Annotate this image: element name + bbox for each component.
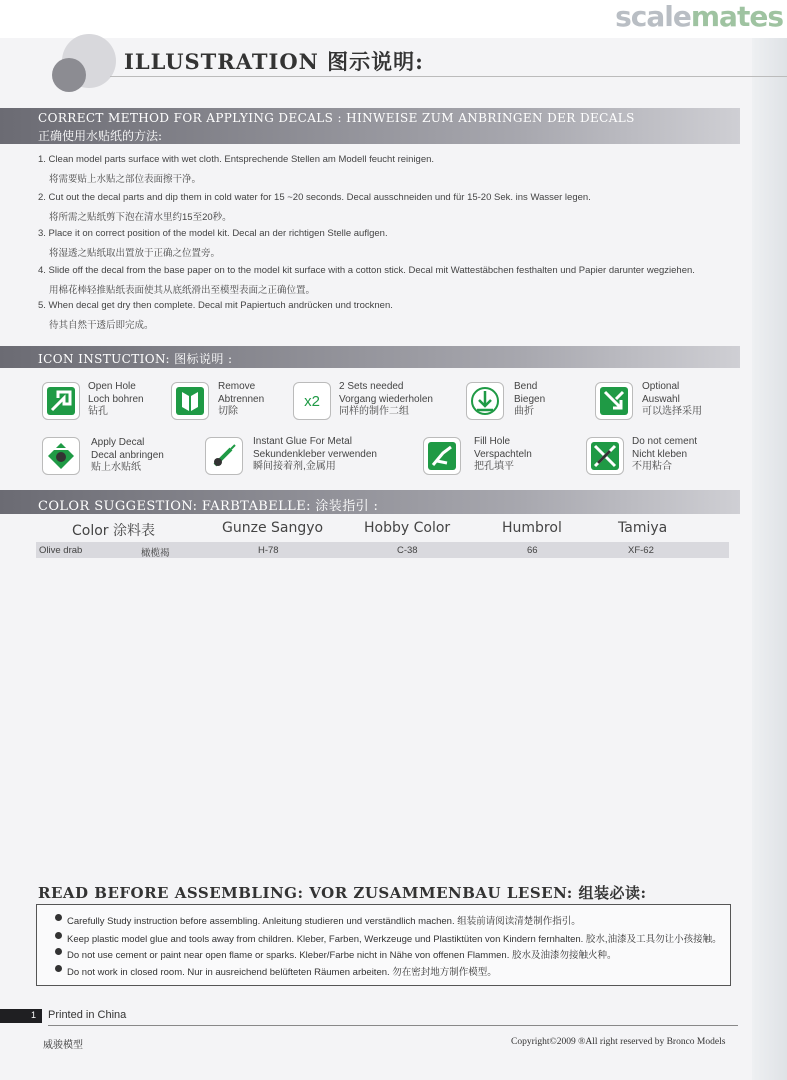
color-section-title: COLOR SUGGESTION: FARBTABELLE: 涂装指引 : [38,499,379,514]
list-item: Keep plastic model glue and tools away from children. Kleber, Farben, Werkzeuge und Plastiktüten von Kindern fernhalten. 胶水,油漆及工具勿让小孩接触。 [67,931,722,945]
decals-title-cn: 正确使用水贴纸的方法: [38,129,163,143]
brand-name-cn: 威骏模型 [43,1040,83,1051]
list-item: Carefully Study instruction before assembling. Anleitung studieren und verständlich machen. 组装前请阅读清楚制作指引。 [67,913,581,927]
list-item: Do not work in closed room. Nur in ausreichend belüfteten Räumen arbeiten. 勿在密封地方制作模型。 [67,964,497,978]
decals-title-en: CORRECT METHOD FOR APPLYING DECALS : HINWEISE ZUM ANBRINGEN DER DECALS [38,111,635,125]
color-header-tamiya: Tamiya [618,520,668,536]
icon-label: Instant Glue For Metal Sekundenkleber verwenden 瞬间接着剂,金属用 [253,436,377,472]
icon-label: 2 Sets needed Vorgang wiederholen 同样的制作二组 [339,381,433,417]
tamiya-code: XF-62 [628,545,654,556]
color-section-header [0,490,740,514]
page-title: ILLUSTRATION 图示说明: [124,49,424,74]
open-hole-icon [42,382,80,420]
do-not-cement-icon [586,437,624,475]
color-name: Olive drab [39,545,83,556]
read-before-title: READ BEFORE ASSEMBLING: VOR ZUSAMMENBAU LESEN: 组装必读: [38,884,647,902]
printed-in: Printed in China [48,1009,127,1021]
safety-box [36,904,731,986]
hobby-code: C-38 [397,545,418,556]
watermark-logo: scalemates [615,0,783,33]
two-sets-icon: x2 [293,382,331,420]
bend-icon [466,382,504,420]
page-edge-shadow [752,38,787,1080]
list-item: Do not use cement or paint near open flame or sparks. Kleber/Farbe nicht in Nähe von offenen Flammen. 胶水及油漆勿接触火种。 [67,947,616,961]
icon-label: Optional Auswahl 可以选择采用 [642,381,702,417]
icon-section-header [0,346,740,368]
humbrol-code: 66 [527,545,538,556]
title-decoration [52,34,122,94]
color-header-hobby: Hobby Color [364,520,451,536]
color-name-cn: 橄榄褐 [141,548,170,559]
table-row [36,542,729,558]
icon-section-title: ICON INSTUCTION: 图标说明 : [38,352,233,366]
footer-divider [48,1025,738,1026]
copyright: Copyright©2009 ®All right reserved by Bronco Models [511,1037,726,1047]
icon-label: Bend Biegen 曲折 [514,381,546,417]
icon-label: Fill Hole Verspachteln 把孔填平 [474,436,532,472]
icon-label: Remove Abtrennen 切除 [218,381,265,417]
remove-icon [171,382,209,420]
apply-decal-icon [42,437,80,475]
color-header-gunze: Gunze Sangyo [222,520,324,536]
title-divider [110,76,787,77]
fill-hole-icon [423,437,461,475]
icon-label: Do not cement Nicht kleben 不用粘合 [632,436,698,472]
icon-label: Open Hole Loch bohren 钻孔 [88,381,144,417]
gunze-code: H-78 [258,545,279,556]
optional-icon [595,382,633,420]
instant-glue-icon [205,437,243,475]
decals-section-header [0,108,740,144]
icon-label: Apply Decal Decal anbringen 贴上水贴纸 [91,437,164,473]
page-number: 1 [31,1010,37,1020]
color-header-color: Color 涂料表 [72,523,156,539]
color-header-humbrol: Humbrol [502,520,562,536]
